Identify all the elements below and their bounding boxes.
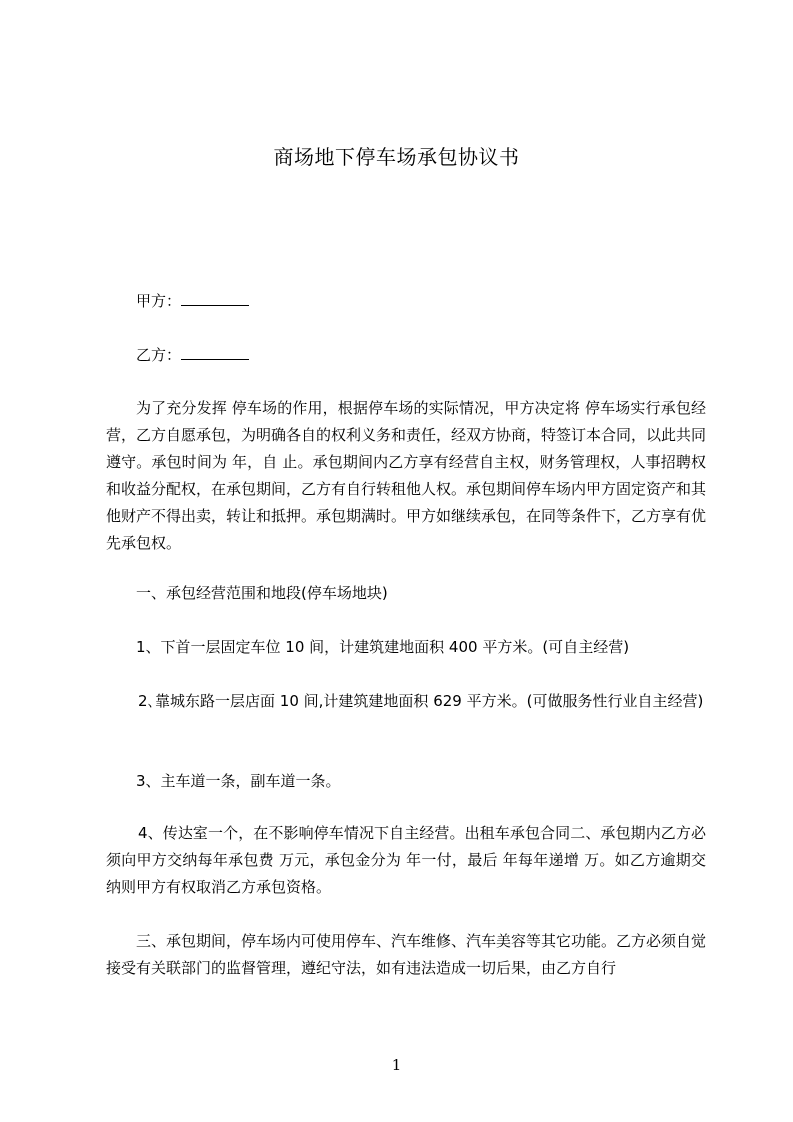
intro-paragraph: 为了充分发挥 停车场的作用，根据停车场的实际情况，甲方决定将 停车场实行承包经营，乙方自愿承包，为明确各自的权利义务和责任，经双方协商，特签订本合同，以此共同遵守。承包时间为 年，自 止。承包期间内乙方享有经营自主权，财务管理权，人事招聘权和收益分配权，在承包期间，乙方有自行转租他人权。承包期间停车场内甲方固定资产和其他财产不得出卖，转让和抵押。承包期满时。甲方如继续承包，在同等条件下，乙方享有优先承包权。: [106, 399, 707, 552]
party-a-line: [136, 291, 249, 311]
party-a-label: 甲方：: [136, 292, 182, 310]
party-b-blank[interactable]: [181, 345, 249, 360]
party-b-line: [136, 345, 249, 365]
party-b-label: 乙方：: [136, 346, 182, 364]
section-3-paragraph: 三、承包期间，停车场内可使用停车、汽车维修、汽车美容等其它功能。乙方必须自觉接受有关联部门的监督管理，遵纪守法，如有违法造成一切后果，由乙方自行: [106, 932, 707, 977]
page-title: 商场地下停车场承包协议书: [273, 145, 520, 169]
item-3: 3、主车道一条，副车道一条。: [136, 772, 341, 790]
party-a-blank[interactable]: [181, 291, 249, 306]
item-2: 2､靠城东路一层店面 10 间,计建筑建地面积 629 平方米。(可做服务性行业自主经营): [138, 692, 704, 710]
section-1-heading: 一、承包经营范围和地段(停车场地块): [136, 584, 388, 602]
item-1: 1、下首一层固定车位 10 间，计建筑建地面积 400 平方米。(可自主经营): [136, 638, 630, 656]
page-number: 1: [391, 1056, 402, 1074]
item-4: 4、传达室一个，在不影响停车情况下自主经营。出租车承包合同二、承包期内乙方必须向甲方交纳每年承包费 万元，承包金分为 年一付，最后 年每年递增 万。如乙方逾期交纳则甲方有权取消乙方承包资格。: [106, 824, 706, 896]
